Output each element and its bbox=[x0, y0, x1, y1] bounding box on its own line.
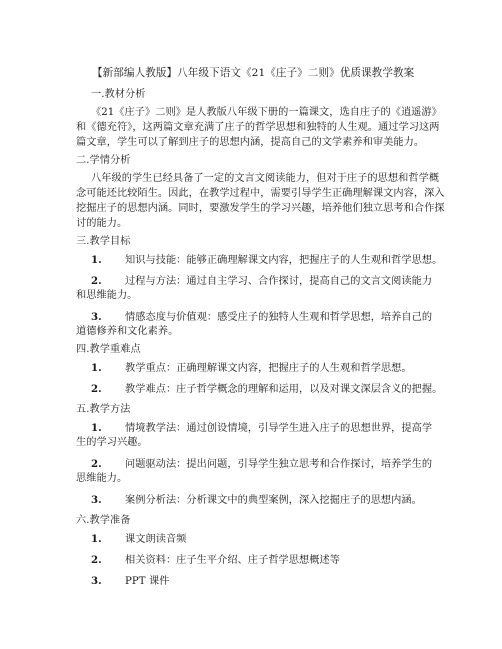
list-number: 1. bbox=[91, 254, 102, 266]
list-text: PPT 课件 bbox=[125, 576, 170, 587]
list-number: 1. bbox=[91, 362, 102, 374]
list-text-continued: 生的学习兴趣。 bbox=[76, 437, 148, 448]
list-text: 教学重点：正确理解课文内容，把握庄子的人生观和哲学思想。 bbox=[125, 363, 412, 374]
list-text: 情境教学法：通过创设情境，引导学生进入庄子的思想世界，提高学 bbox=[125, 423, 433, 434]
list-number: 2. bbox=[91, 383, 102, 395]
list-text: 相关资料：庄子生平介绍、庄子哲学思想概述等 bbox=[125, 555, 340, 566]
list-text: 情感态度与价值观：感受庄子的独特人生观和哲学思想，培养自己的 bbox=[125, 312, 433, 323]
paragraph-line: 念可能还比较陌生。因此，在教学过程中，需要引导学生正确理解课文内容，深入 bbox=[76, 188, 445, 199]
paragraph-line: 和《德充符》，这两篇文章充满了庄子的哲学思想和独特的人生观。通过学习这两 bbox=[76, 122, 440, 133]
list-text-continued: 和思维能力。 bbox=[76, 290, 138, 301]
list-number: 2. bbox=[91, 554, 102, 566]
list-item bbox=[91, 422, 432, 435]
document-title: 【新部编人教版】八年级下语文《21《庄子》二则》优质课教学教案 bbox=[92, 67, 415, 79]
paragraph-line: 《21《庄子》二则》是人教版八年级下册的一篇课文，选自庄子的《逍遥游》 bbox=[91, 107, 442, 118]
list-number: 2. bbox=[91, 458, 102, 470]
section-heading-1: 一.教材分析 bbox=[91, 89, 146, 100]
list-item bbox=[91, 275, 432, 288]
list-item bbox=[91, 494, 422, 507]
section-heading-5: 五.教学方法 bbox=[76, 404, 131, 415]
section-heading-6: 六.教学准备 bbox=[76, 515, 131, 526]
list-text-continued: 思维能力。 bbox=[76, 473, 128, 484]
section-heading-2: 二.学情分析 bbox=[76, 155, 131, 166]
paragraph-line: 篇文章，学生可以了解到庄子的思想内涵，提高自己的文学素养和审美能力。 bbox=[76, 137, 425, 148]
paragraph-line: 挖掘庄子的思想内涵。同时，要激发学生的学习兴趣，培养他们独立思考和合作探 bbox=[76, 203, 445, 214]
list-item bbox=[91, 362, 412, 375]
list-item bbox=[91, 254, 442, 267]
list-text: 教学难点：庄子哲学概念的理解和运用，以及对课文深层含义的把握。 bbox=[125, 384, 443, 395]
list-text: 问题驱动法：提出问题，引导学生独立思考和合作探讨，培养学生的 bbox=[125, 459, 433, 470]
section-heading-3: 三.教学目标 bbox=[76, 236, 131, 247]
list-number: 3. bbox=[91, 575, 102, 587]
list-number: 2. bbox=[91, 275, 102, 287]
list-text: 过程与方法：通过自主学习、合作探讨，提高自己的文言文阅读能力 bbox=[125, 276, 433, 287]
list-item bbox=[91, 383, 442, 396]
list-text: 知识与技能：能够正确理解课文内容，把握庄子的人生观和哲学思想。 bbox=[125, 255, 443, 266]
list-item bbox=[91, 575, 169, 588]
list-text: 案例分析法：分析课文中的典型案例，深入挖掘庄子的思想内涵。 bbox=[125, 495, 422, 506]
section-heading-4: 四.教学重难点 bbox=[76, 344, 141, 355]
list-item bbox=[91, 458, 432, 471]
paragraph-line: 八年级的学生已经具备了一定的文言文阅读能力，但对于庄子的思想和哲学概 bbox=[91, 173, 440, 184]
list-item bbox=[91, 554, 340, 567]
list-number: 3. bbox=[91, 311, 102, 323]
list-text: 课文朗读音频 bbox=[125, 534, 187, 545]
list-number: 3. bbox=[91, 494, 102, 506]
list-text-continued: 道德修养和文化素养。 bbox=[76, 326, 179, 337]
list-item bbox=[91, 311, 432, 324]
list-number: 1. bbox=[91, 422, 102, 434]
list-item bbox=[91, 533, 186, 546]
list-number: 1. bbox=[91, 533, 102, 545]
paragraph-line: 讨的能力。 bbox=[76, 218, 128, 229]
